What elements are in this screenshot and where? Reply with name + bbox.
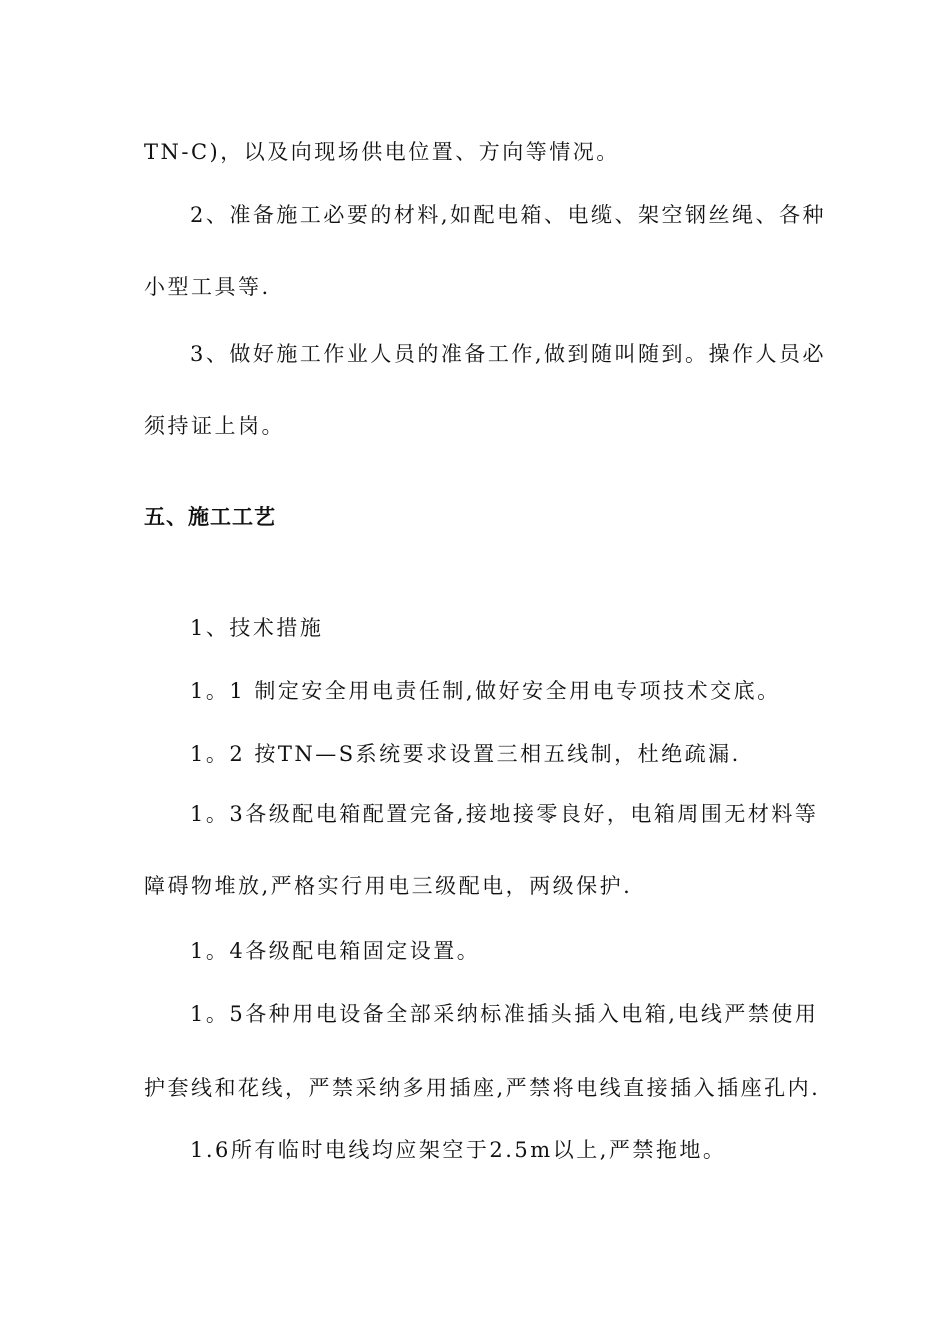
- paragraph-line: 1。5各种用电设备全部采纳标准插头插入电箱,电线严禁使用: [190, 1002, 819, 1026]
- paragraph-line: TN-C)，以及向现场供电位置、方向等情况。: [144, 140, 620, 164]
- paragraph-line: 障碍物堆放,严格实行用电三级配电，两级保护.: [144, 874, 633, 898]
- paragraph-line: 小型工具等.: [144, 275, 271, 299]
- paragraph-line: 1。1 制定安全用电责任制,做好安全用电专项技术交底。: [190, 679, 781, 703]
- paragraph-line: 1.6所有临时电线均应架空于2.5m以上,严禁拖地。: [190, 1138, 727, 1162]
- paragraph-line: 护套线和花线，严禁采纳多用插座,严禁将电线直接插入插座孔内.: [144, 1076, 821, 1100]
- paragraph-line: 1。3各级配电箱配置完备,接地接零良好，电箱周围无材料等: [190, 802, 819, 826]
- paragraph-line: 2、准备施工必要的材料,如配电箱、电缆、架空钢丝绳、各种: [190, 203, 827, 227]
- paragraph-line: 1。4各级配电箱固定设置。: [190, 939, 481, 963]
- paragraph-line: 须持证上岗。: [144, 414, 285, 438]
- paragraph-line: 3、做好施工作业人员的准备工作,做到随叫随到。操作人员必: [190, 342, 827, 366]
- paragraph-line: 1、技术措施: [190, 616, 324, 640]
- paragraph-line: 1。2 按TN—S系统要求设置三相五线制，杜绝疏漏.: [190, 742, 741, 766]
- section-heading: 五、施工工艺: [144, 505, 276, 529]
